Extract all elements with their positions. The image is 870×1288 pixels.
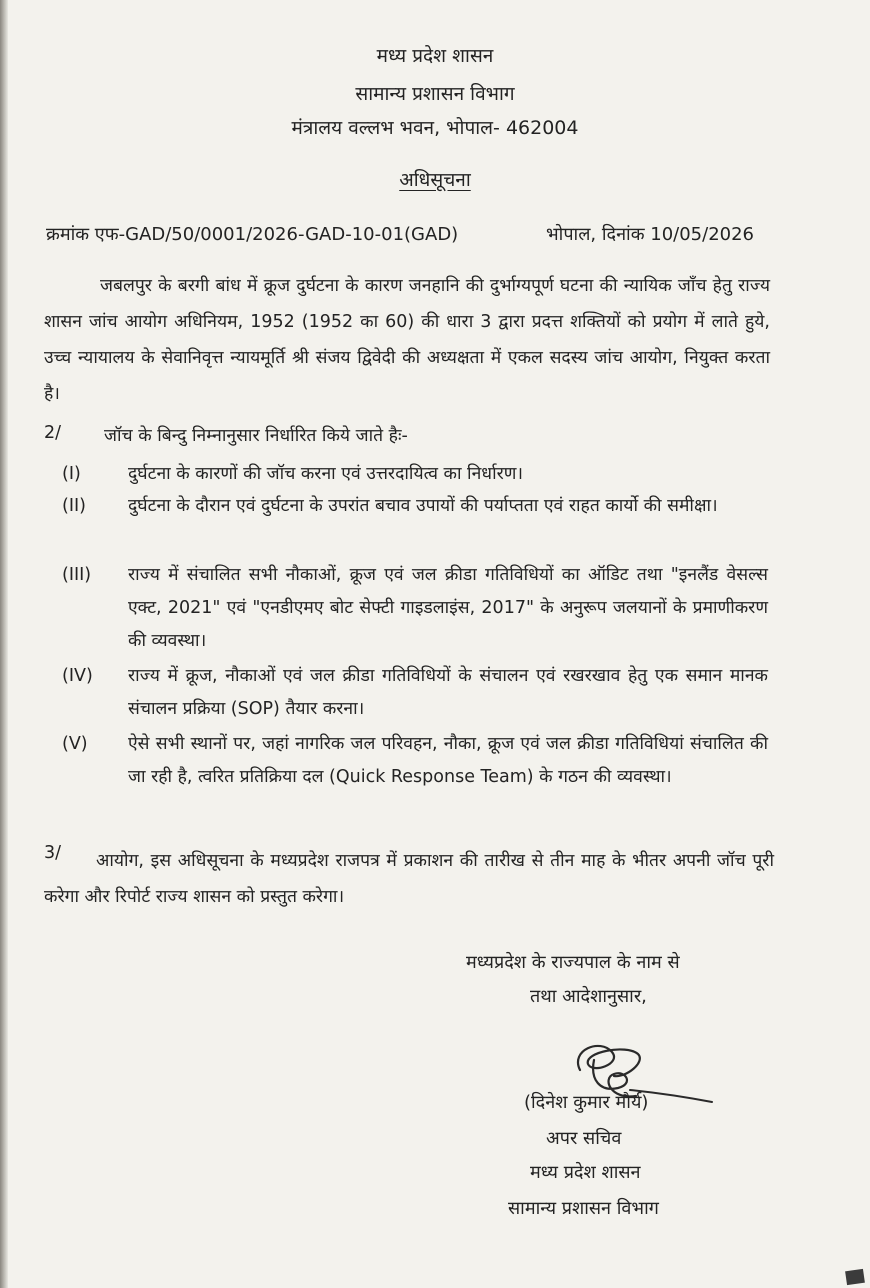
- reference-date: भोपाल, दिनांक 10/05/2026: [546, 224, 755, 245]
- signatory-designation: अपर सचिव: [546, 1128, 622, 1149]
- header-government: मध्य प्रदेश शासन: [376, 45, 494, 67]
- paragraph-3-number: 3/: [44, 843, 62, 863]
- document-title: [0, 166, 870, 192]
- list-item-number: (III): [62, 565, 92, 585]
- list-item-text: दुर्घटना के कारणों की जॉच करना एवं उत्तरदायित्व का निर्धारण।: [128, 464, 524, 484]
- paragraph-3: आयोग, इस अधिसूचना के मध्यप्रदेश राजपत्र में प्रकाशन की तारीख से तीन माह के भीतर अपनी जॉच पूरी करेगा और रिपोर्ट राज्य शासन को प्रस्तुत करेगा।: [44, 851, 774, 907]
- list-item-number: (II): [62, 496, 86, 516]
- list-item-number: (IV): [62, 666, 93, 686]
- paragraph-1: जबलपुर के बरगी बांध में क्रूज दुर्घटना के कारण जनहानि की दुर्भाग्यपूर्ण घटना की न्यायिक जाँच हेतु राज्य शासन जांच आयोग अधिनियम, 1952 (1952 का 60) की धारा 3 द्वारा प्रदत्त शक्तियों को प्रयोग में लाते हुये, उच्च न्यायालय के सेवानिवृत्त न्यायमूर्ति श्री संजय द्विवेदी की अध्यक्षता में एकल सदस्य जांच आयोग, नियुक्त करता है।: [44, 276, 770, 404]
- signature-authority-line: मध्यप्रदेश के राज्यपाल के नाम से: [466, 952, 680, 973]
- scan-corner-mark: [845, 1269, 865, 1285]
- list-item-text: ऐसे सभी स्थानों पर, जहां नागरिक जल परिवहन, नौका, क्रूज एवं जल क्रीडा गतिविधियां संचालित की जा रही है, त्वरित प्रतिक्रिया दल (Quick Response Team) के गठन की व्यवस्था।: [128, 734, 768, 787]
- list-item-text: राज्य में संचालित सभी नौकाओं, क्रूज एवं जल क्रीडा गतिविधियों का ऑडिट तथा "इनलैंड वेसल्स एक्ट, 2021" एवं "एनडीएमए बोट सेफ्टी गाइडलाइंस, 2017" के अनुरूप जलयानों के प्रमाणीकरण की व्यवस्था।: [128, 565, 768, 651]
- list-item-text: दुर्घटना के दौरान एवं दुर्घटना के उपरांत बचाव उपायों की पर्याप्तता एवं राहत कार्यो की समीक्षा।: [128, 496, 718, 516]
- signature-order-line: तथा आदेशानुसार,: [530, 986, 647, 1007]
- paragraph-2-intro: जॉच के बिन्दु निम्नानुसार निर्धारित किये जाते हैः-: [104, 426, 408, 446]
- header-department: सामान्य प्रशासन विभाग: [355, 83, 515, 105]
- page-edge-shadow: [0, 0, 8, 1288]
- paragraph-2-number: 2/: [44, 423, 62, 443]
- signatory-department: सामान्य प्रशासन विभाग: [508, 1198, 659, 1219]
- list-item-number: (V): [62, 734, 88, 754]
- signatory-name: (दिनेश कुमार मौर्य): [524, 1092, 649, 1113]
- reference-number: क्रमांक एफ-GAD/50/0001/2026-GAD-10-01(GAD): [46, 224, 459, 245]
- signatory-government: मध्य प्रदेश शासन: [530, 1162, 641, 1183]
- list-item-text: राज्य में क्रूज, नौकाओं एवं जल क्रीडा गतिविधियों के संचालन एवं रखरखाव हेतु एक समान मानक संचालन प्रक्रिया (SOP) तैयार करना।: [128, 666, 768, 719]
- header-address: मंत्रालय वल्लभ भवन, भोपाल- 462004: [291, 117, 579, 139]
- document-title-text: अधिसूचना: [399, 169, 471, 191]
- list-item-number: (I): [62, 464, 81, 484]
